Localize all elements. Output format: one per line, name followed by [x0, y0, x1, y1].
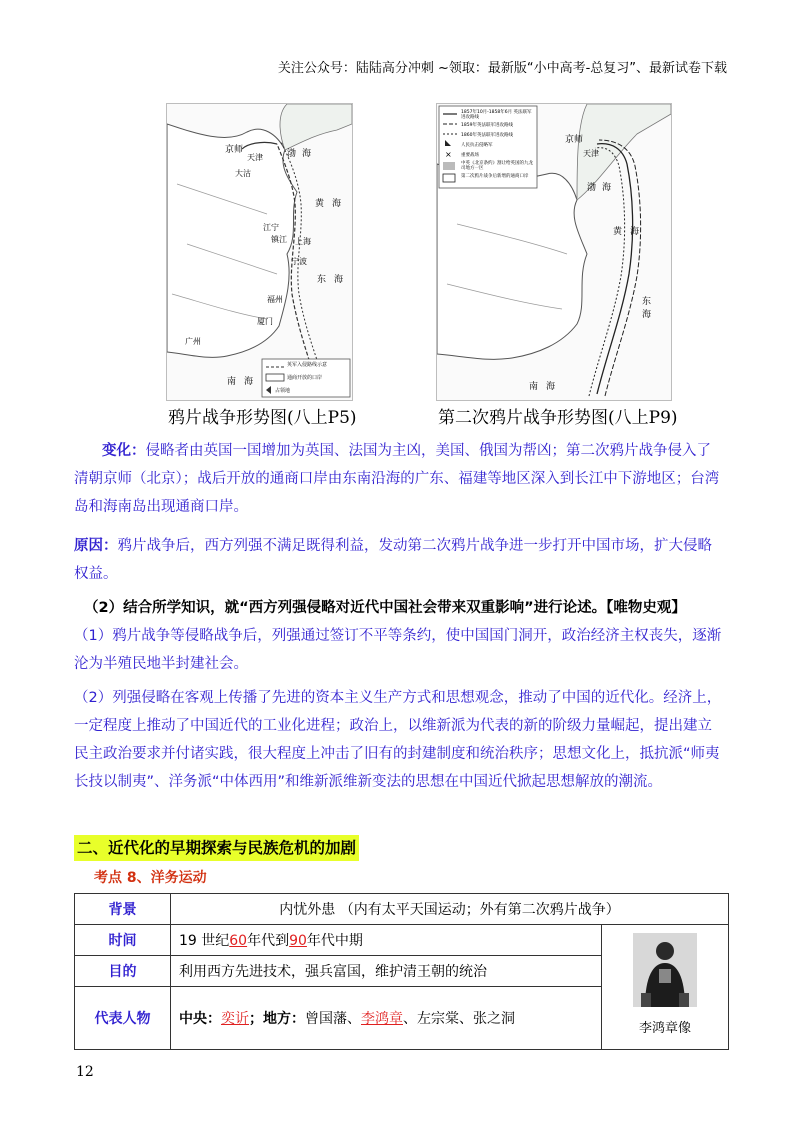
map2-label-donghai: 东海 — [642, 297, 658, 320]
map1-label-shanghai: 上海 — [295, 237, 311, 246]
change-text: 侵略者由英国一国增加为英国、法国为主凶，美国、俄国为帮凶；第二次鸦片战争侵入了清朝京师（北京）；战后开放的通商口岸由东南沿海的广东、福建等地区深入到长江中下游地区；台湾岛和海南岛出现通商口岸。 — [74, 443, 720, 515]
map1-label-nanhai: 南海 — [227, 377, 262, 387]
time-end: 90 — [289, 933, 307, 949]
map1-label-dagu: 大沽 — [235, 169, 251, 178]
section-title: 二、近代化的早期探索与民族危机的加剧 — [74, 835, 359, 861]
map1-label-guangzhou: 广州 — [185, 337, 201, 346]
time-value — [171, 925, 602, 956]
opium-war-map-drawing — [167, 104, 352, 400]
rep-local-2: 李鸿章 — [361, 1011, 403, 1027]
time-pre: 19 世纪 — [179, 933, 230, 949]
goal-value: 利用西方先进技术，强兵富国，维护清王朝的统治 — [171, 956, 602, 987]
rep-label: 代表人物 — [75, 987, 171, 1050]
time-post: 年代中期 — [306, 933, 363, 949]
portrait-cell — [602, 925, 729, 1050]
rep-local-1: 曾国藩、 — [305, 1011, 361, 1027]
change-paragraph — [74, 437, 724, 521]
page-header: 关注公众号：陆陆高分冲刺 ~领取：最新版“小中高考-总复习”、最新试卷下载 — [277, 61, 727, 76]
map2-legend-6: 中英《北京条约》割让给英国的九龙司地方一区 — [461, 161, 533, 171]
map2-label-nanhai: 南海 — [529, 382, 564, 392]
answer-1: （1）鸦片战争等侵略战争后，列强通过签订不平等条约，使中国国门洞开，政治经济主权丧失，逐渐沦为半殖民地半封建社会。 — [74, 628, 722, 672]
opium-war-map — [166, 103, 353, 401]
map1-label-fuzhou: 福州 — [267, 295, 283, 304]
rep-local-3: 、左宗棠、张之洞 — [403, 1011, 515, 1027]
second-opium-war-map — [436, 103, 672, 401]
rep-value — [171, 987, 602, 1050]
reason-paragraph — [74, 532, 724, 588]
map2-legend-4: 人民抗击侵略军 — [461, 143, 493, 148]
second-opium-war-map-drawing — [437, 104, 671, 400]
yangwu-table — [74, 893, 729, 1050]
map2-legend-3: 1860年英法联军进攻路线 — [461, 133, 513, 138]
map1-caption: 鸦片战争形势图(八上P5) — [168, 408, 357, 428]
page-number: 12 — [76, 1064, 94, 1080]
map1-label-ningbo: 宁波 — [291, 257, 307, 266]
time-mid: 年代到 — [247, 933, 290, 949]
rep-central-label: 中央： — [179, 1011, 221, 1027]
map2-label-jingshi: 京师 — [565, 135, 584, 145]
map1-label-xiamen: 厦门 — [257, 317, 273, 326]
table-row — [75, 894, 729, 925]
map1-label-huanghai: 黄海 — [315, 199, 350, 209]
map1-label-bohai: 渤海 — [287, 149, 318, 159]
rep-sep: ； — [249, 1011, 263, 1027]
map1-label-zhenjiang: 镇江 — [271, 235, 287, 244]
goal-label: 目的 — [75, 956, 171, 987]
map2-label-tianjin: 天津 — [583, 149, 599, 158]
bg-label: 背景 — [75, 894, 171, 925]
reason-text: 鸦片战争后，西方列强不满足既得利益，发动第二次鸦片战争进一步打开中国市场，扩大侵略权益。 — [74, 538, 712, 582]
map1-legend-ports: 通商开放的口岸 — [287, 375, 323, 381]
map2-legend-2: 1859年英法联军进攻路线 — [461, 123, 513, 128]
bg-value: 内忧外患 （内有太平天国运动；外有第二次鸦片战争） — [171, 894, 729, 925]
question-2: （2）结合所学知识，就“西方列强侵略对近代中国社会带来双重影响”进行论述。【唯物史观】 — [84, 600, 686, 616]
rep-central: 奕䜣 — [221, 1011, 249, 1027]
map2-label-huanghai: 黄海 — [613, 227, 648, 237]
answer-2: （2）列强侵略在客观上传播了先进的资本主义生产方式和思想观念，推动了中国的近代化。经济上，一定程度上推动了中国近代的工业化进程；政治上，以维新派为代表的新的阶级力量崛起，提出建立民主政治要求并付诸实践，很大程度上冲击了旧有的封建制度和统治秩序；思想文化上，抵抗派“师夷长技以制夷”、洋务派“中体西用”和维新派维新变法的思想在中国近代掀起思想解放的潮流。 — [74, 690, 722, 790]
map1-label-jingshi: 京师 — [225, 145, 244, 155]
reason-label: 原因： — [74, 538, 118, 554]
map2-label-bohai: 渤海 — [587, 183, 618, 193]
map2-legend-7: 第二次鸦片战争后新增的通商口岸 — [461, 174, 529, 179]
map1-label-donghai: 东海 — [317, 275, 352, 285]
portrait-caption: 李鸿章像 — [638, 1021, 691, 1036]
map2-caption: 第二次鸦片战争形势图(八上P9) — [438, 408, 678, 428]
rep-local-label: 地方： — [263, 1011, 305, 1027]
map1-legend-occupied: 占领地 — [275, 388, 291, 394]
map2-legend-1: 1857年10月-1858年6月 英法联军进攻路线 — [461, 110, 532, 120]
li-hongzhang-portrait — [633, 933, 697, 1007]
kaodian-title: 考点 8、洋务运动 — [94, 870, 207, 886]
map2-legend-5: 重要战场 — [461, 153, 479, 158]
map1-label-jiangning: 江宁 — [263, 223, 279, 232]
svg-text:×: × — [445, 150, 452, 159]
time-label: 时间 — [75, 925, 171, 956]
map1-legend-route: 英军入侵路线示意 — [287, 362, 328, 368]
change-label: 变化： — [102, 443, 146, 459]
table-row — [75, 925, 729, 956]
map1-label-tianjin: 天津 — [247, 153, 263, 162]
time-start: 60 — [229, 933, 248, 949]
